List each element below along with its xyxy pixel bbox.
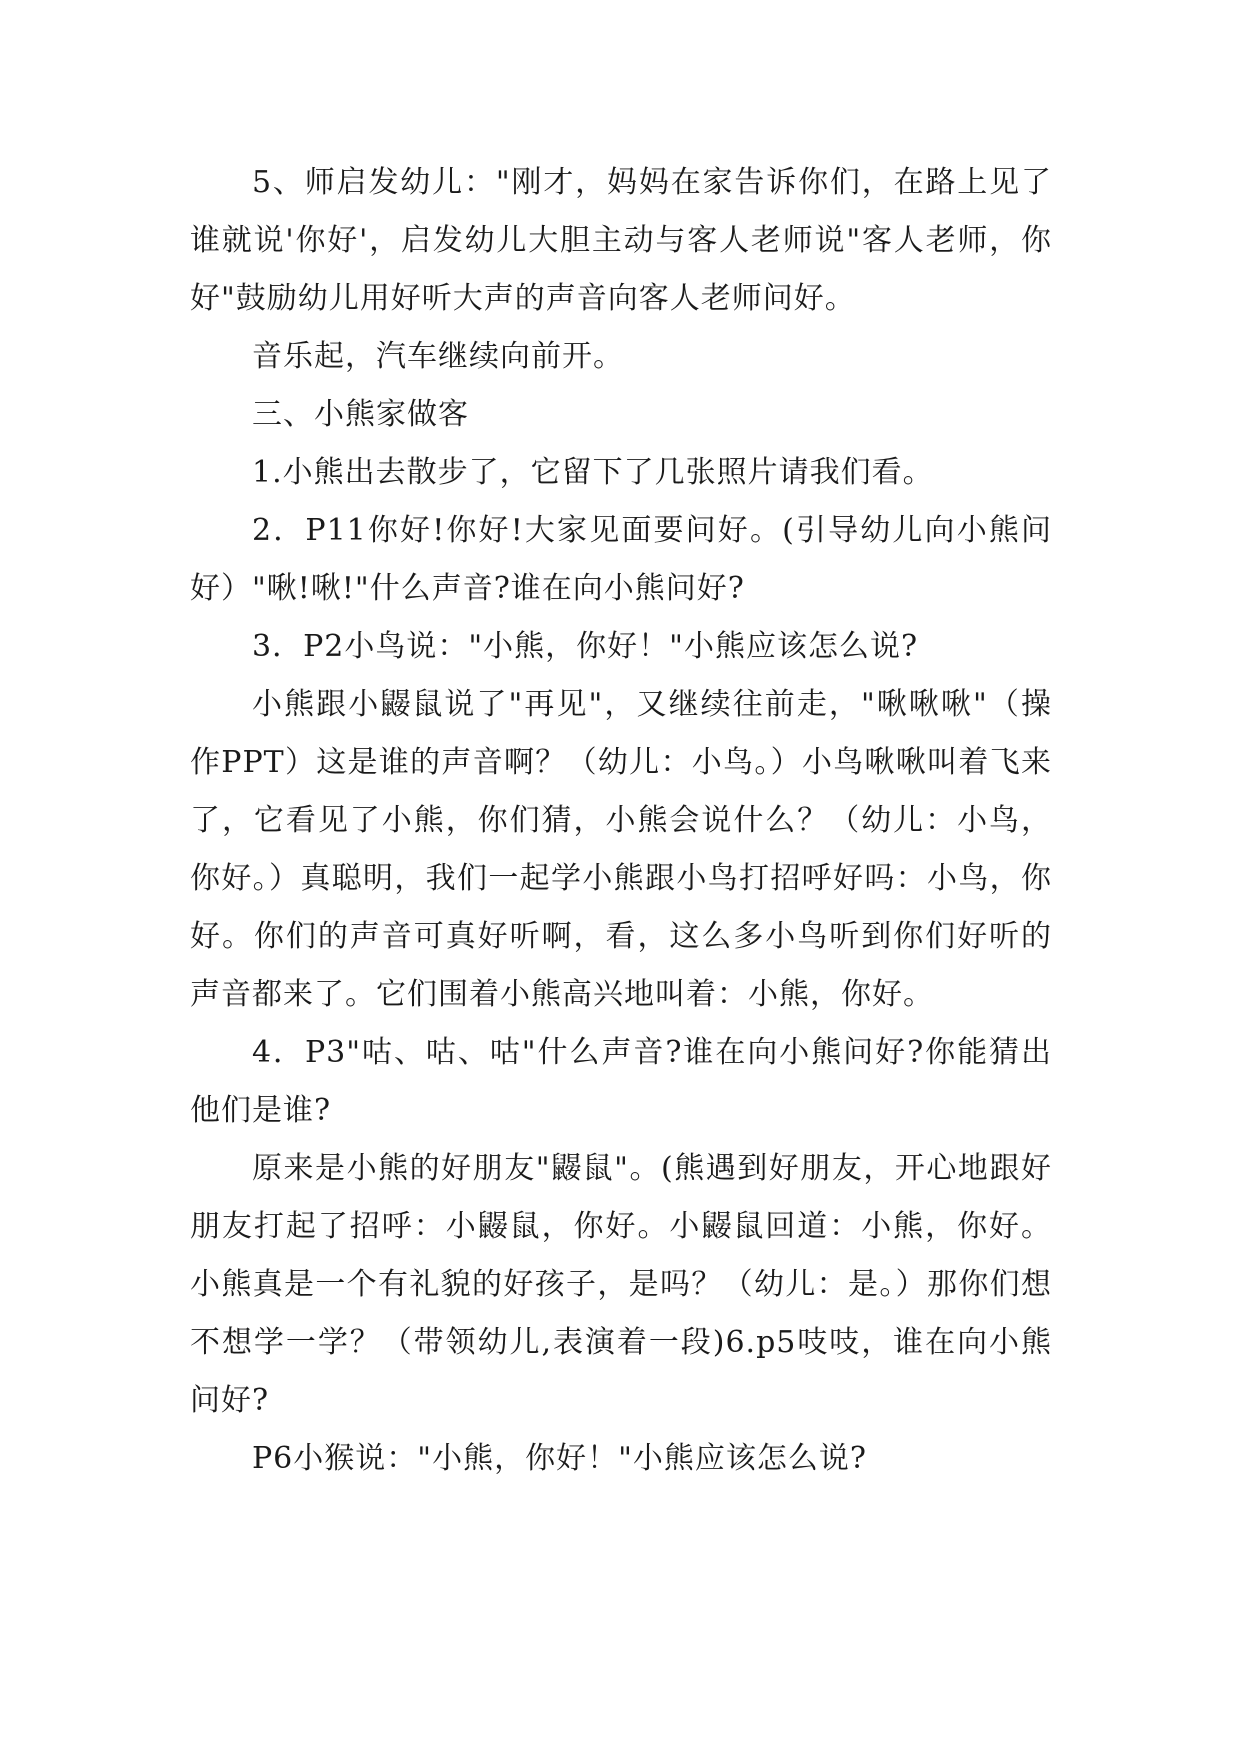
paragraph-item-4: 4．P3"咕、咕、咕"什么声音?谁在向小熊问好?你能猜出他们是谁? (190, 1035, 1052, 1128)
paragraph-item-3: 3．P2小鸟说："小熊，你好！"小熊应该怎么说? (252, 629, 919, 664)
paragraph-monkey: P6小猴说："小熊，你好！"小熊应该怎么说? (252, 1441, 867, 1476)
paragraph-mole-story: 原来是小熊的好朋友"鼹鼠"。(熊遇到好朋友，开心地跟好朋友打起了招呼：小鼹鼠，你好。小鼹鼠回道：小熊，你好。小熊真是一个有礼貌的好孩子，是吗？（幼儿：是。）那你们想不想学一学？（带领幼儿,表演着一段)6.p5吱吱，谁在向小熊问好? (190, 1151, 1052, 1418)
paragraph-teacher-prompt: 5、师启发幼儿："刚才，妈妈在家告诉你们，在路上见了谁就说'你好'，启发幼儿大胆主动与客人老师说"客人老师，你好"鼓励幼儿用好听大声的声音向客人老师问好。 (190, 165, 1052, 316)
paragraph-bird-story: 小熊跟小鼹鼠说了"再见"，又继续往前走，"啾啾啾"（操作PPT）这是谁的声音啊？（幼儿：小鸟。）小鸟啾啾叫着飞来了，它看见了小熊，你们猜，小熊会说什么？（幼儿：小鸟，你好。）真聪明，我们一起学小熊跟小鸟打招呼好吗：小鸟，你好。你们的声音可真好听啊，看，这么多小鸟听到你们好听的声音都来了。它们围着小熊高兴地叫着：小熊，你好。 (190, 687, 1052, 1012)
section-heading: 三、小熊家做客 (252, 397, 469, 432)
document-body (190, 154, 1052, 1488)
paragraph-music: 音乐起，汽车继续向前开。 (252, 339, 624, 374)
paragraph-item-1: 1.小熊出去散步了，它留下了几张照片请我们看。 (252, 455, 934, 490)
paragraph-item-2: 2．P11你好!你好!大家见面要问好。(引导幼儿向小熊问好）"啾!啾!"什么声音?谁在向小熊问好? (190, 513, 1052, 606)
